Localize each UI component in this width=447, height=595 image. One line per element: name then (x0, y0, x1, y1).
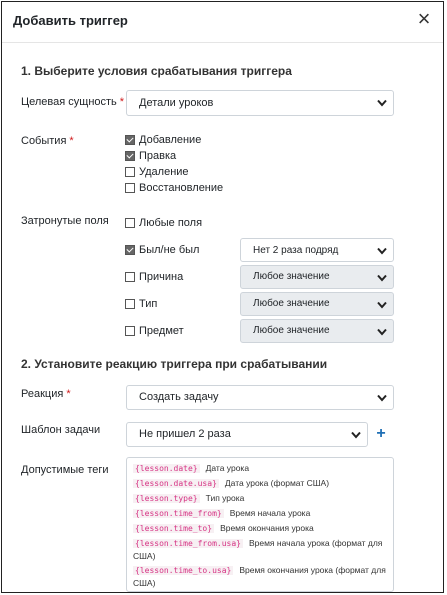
checkbox-box[interactable] (125, 245, 135, 255)
close-icon[interactable]: × (417, 6, 431, 31)
task-template-label: Шаблон задачи (21, 424, 101, 436)
field-attended-checkbox[interactable]: Был/не был (125, 244, 199, 256)
events-label: События * (21, 135, 74, 147)
event-add-checkbox[interactable]: Добавление (125, 134, 201, 146)
checkbox-box[interactable] (125, 135, 135, 145)
target-entity-value: Детали уроков (139, 97, 214, 109)
chevron-down-icon (377, 247, 387, 255)
chevron-down-icon (377, 394, 387, 402)
required-marker: * (66, 388, 71, 400)
add-trigger-dialog (1, 1, 444, 593)
task-template-value: Не пришел 2 раза (139, 428, 231, 440)
field-type-value: Любое значение (253, 298, 330, 309)
target-entity-label: Целевая сущность * (21, 96, 125, 108)
reaction-label: Реакция * (21, 388, 71, 400)
field-type-select[interactable] (240, 292, 394, 316)
tag-code[interactable]: {lesson.date.usa} (135, 479, 217, 488)
tag-code[interactable]: {lesson.time_to.usa} (135, 566, 232, 575)
tag-description: Дата урока (205, 463, 250, 473)
field-subject-checkbox[interactable]: Предмет (125, 325, 184, 337)
tag-description: Время окончания урока (220, 523, 314, 533)
checkbox-box[interactable] (125, 299, 135, 309)
required-marker: * (119, 96, 125, 108)
task-template-select[interactable] (126, 422, 368, 447)
tag-description: Время начала урока (229, 508, 311, 518)
affected-fields-label: Затронутые поля (21, 215, 109, 227)
checkbox-box[interactable] (125, 218, 135, 228)
allowed-tags-label: Допустимые теги (21, 464, 109, 476)
tag-row (133, 462, 387, 475)
tag-description: Время начала урока (формат для США) (133, 538, 383, 561)
tag-description: Тип урока (205, 493, 245, 503)
field-reason-checkbox[interactable]: Причина (125, 271, 183, 283)
checkbox-box[interactable] (125, 167, 135, 177)
tag-code[interactable]: {lesson.time_from} (135, 509, 222, 518)
checkbox-box[interactable] (125, 272, 135, 282)
required-marker: * (69, 135, 74, 147)
reaction-value: Создать задачу (139, 391, 219, 403)
reaction-select[interactable] (126, 385, 394, 410)
checkbox-box[interactable] (125, 183, 135, 193)
event-edit-checkbox[interactable]: Правка (125, 150, 176, 162)
tag-row (133, 522, 387, 535)
tag-row (133, 492, 387, 505)
tag-description: Дата урока (формат США) (224, 478, 330, 488)
allowed-tags-list (126, 457, 394, 592)
chevron-down-icon (377, 274, 387, 282)
chevron-down-icon (351, 431, 361, 439)
tag-row (133, 507, 387, 520)
event-delete-checkbox[interactable]: Удаление (125, 166, 189, 178)
tag-row (133, 477, 387, 490)
tag-description: Время окончания урока (формат для США) (133, 565, 386, 588)
tag-code[interactable]: {lesson.time_to} (135, 524, 213, 533)
field-subject-select[interactable] (240, 319, 394, 343)
field-type-checkbox[interactable]: Тип (125, 298, 157, 310)
target-entity-select[interactable] (126, 90, 394, 116)
section-reaction-title: 2. Установите реакцию триггера при срабатывании (21, 357, 328, 371)
field-subject-value: Любое значение (253, 325, 330, 336)
checkbox-box[interactable] (125, 326, 135, 336)
dialog-title: Добавить триггер (13, 13, 128, 28)
tag-row (133, 564, 387, 589)
tag-row (133, 537, 387, 562)
tag-code[interactable]: {lesson.time_from.usa} (135, 539, 241, 548)
field-attended-select[interactable] (240, 238, 394, 262)
field-reason-value: Любое значение (253, 271, 330, 282)
chevron-down-icon (377, 99, 387, 107)
chevron-down-icon (377, 328, 387, 336)
event-restore-checkbox[interactable]: Восстановление (125, 182, 223, 194)
field-reason-select[interactable] (240, 265, 394, 289)
any-fields-checkbox[interactable]: Любые поля (125, 217, 202, 229)
tag-code[interactable]: {lesson.date} (135, 464, 198, 473)
add-template-button[interactable]: + (376, 425, 386, 442)
chevron-down-icon (377, 301, 387, 309)
checkbox-box[interactable] (125, 151, 135, 161)
dialog-header (2, 2, 443, 43)
tag-code[interactable]: {lesson.type} (135, 494, 198, 503)
field-attended-value: Нет 2 раза подряд (253, 245, 339, 256)
section-conditions-title: 1. Выберите условия срабатывания триггера (21, 64, 292, 78)
